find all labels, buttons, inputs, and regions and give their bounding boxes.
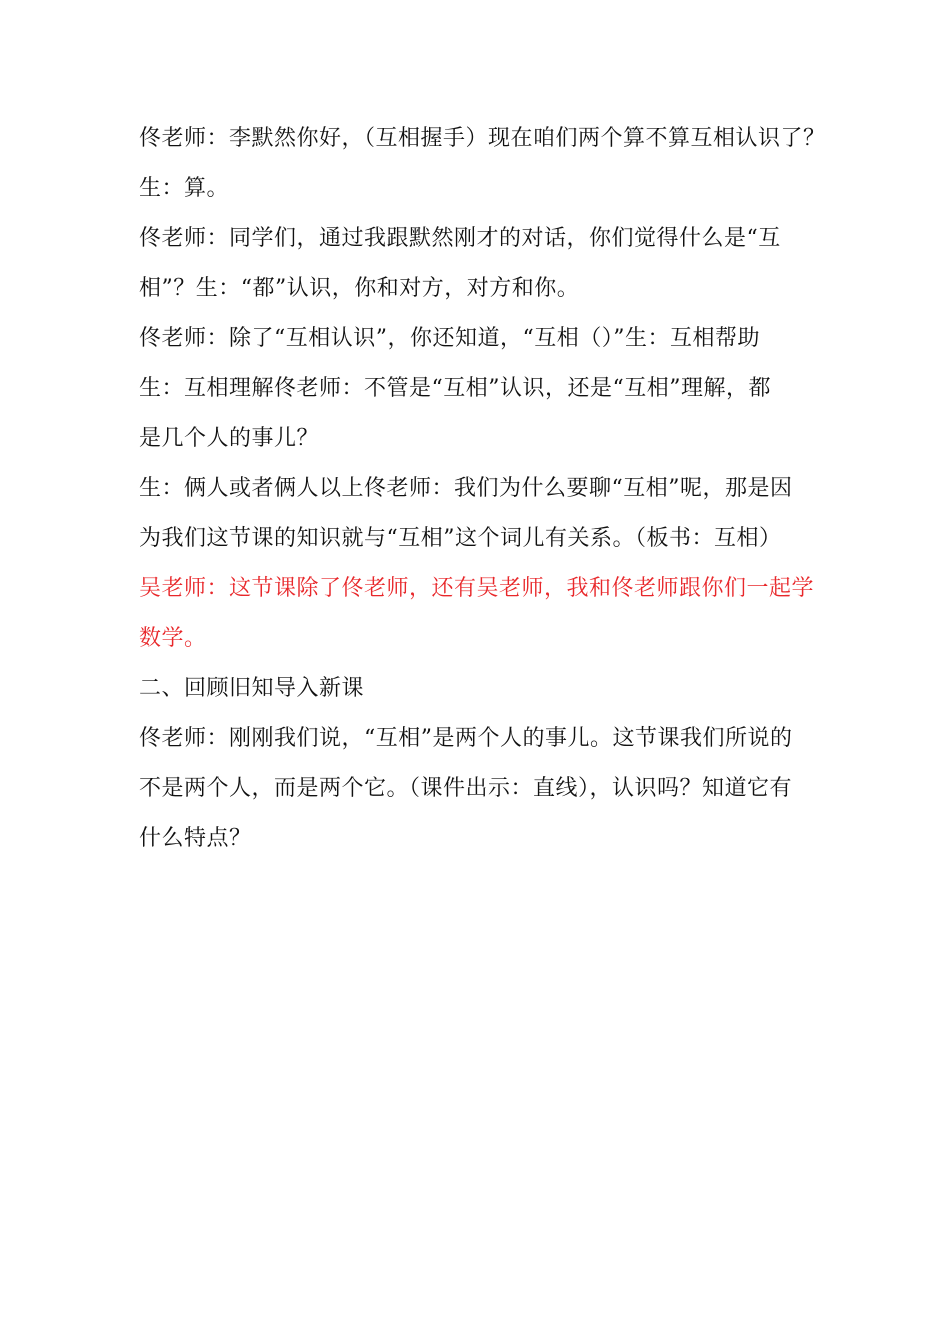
dialogue-line: 为我们这节课的知识就与“互相”这个词儿有关系。（板书：互相） [139,526,782,551]
highlighted-dialogue-line: 吴老师：这节课除了佟老师，还有吴老师，我和佟老师跟你们一起学 [139,576,815,601]
dialogue-line: 生：互相理解佟老师：不管是“互相”认识，还是“互相”理解，都 [139,376,771,401]
dialogue-line: 是几个人的事儿？ [139,426,320,451]
dialogue-line: 佟老师：同学们，通过我跟默然刚才的对话，你们觉得什么是“互 [139,226,781,251]
dialogue-line: 佟老师：除了“互相认识”，你还知道，“互相（）”生：互相帮助 [139,326,760,351]
dialogue-line: 相”？生：“都”认识，你和对方，对方和你。 [139,276,580,301]
dialogue-line: 佟老师：李默然你好，（互相握手）现在咱们两个算不算互相认识了？ [139,126,826,151]
dialogue-line: 不是两个人，而是两个它。（课件出示：直线），认识吗？知道它有 [139,776,793,801]
section-heading: 二、回顾旧知导入新课 [139,676,365,701]
dialogue-line: 生：算。 [139,176,230,201]
dialogue-line: 什么特点？ [139,826,252,851]
dialogue-line: 佟老师：刚刚我们说，“互相”是两个人的事儿。这节课我们所说的 [139,726,793,751]
highlighted-dialogue-line: 数学。 [139,626,207,651]
dialogue-line: 生：俩人或者俩人以上佟老师：我们为什么要聊“互相”呢，那是因 [139,476,793,501]
lesson-transcript [139,114,826,864]
